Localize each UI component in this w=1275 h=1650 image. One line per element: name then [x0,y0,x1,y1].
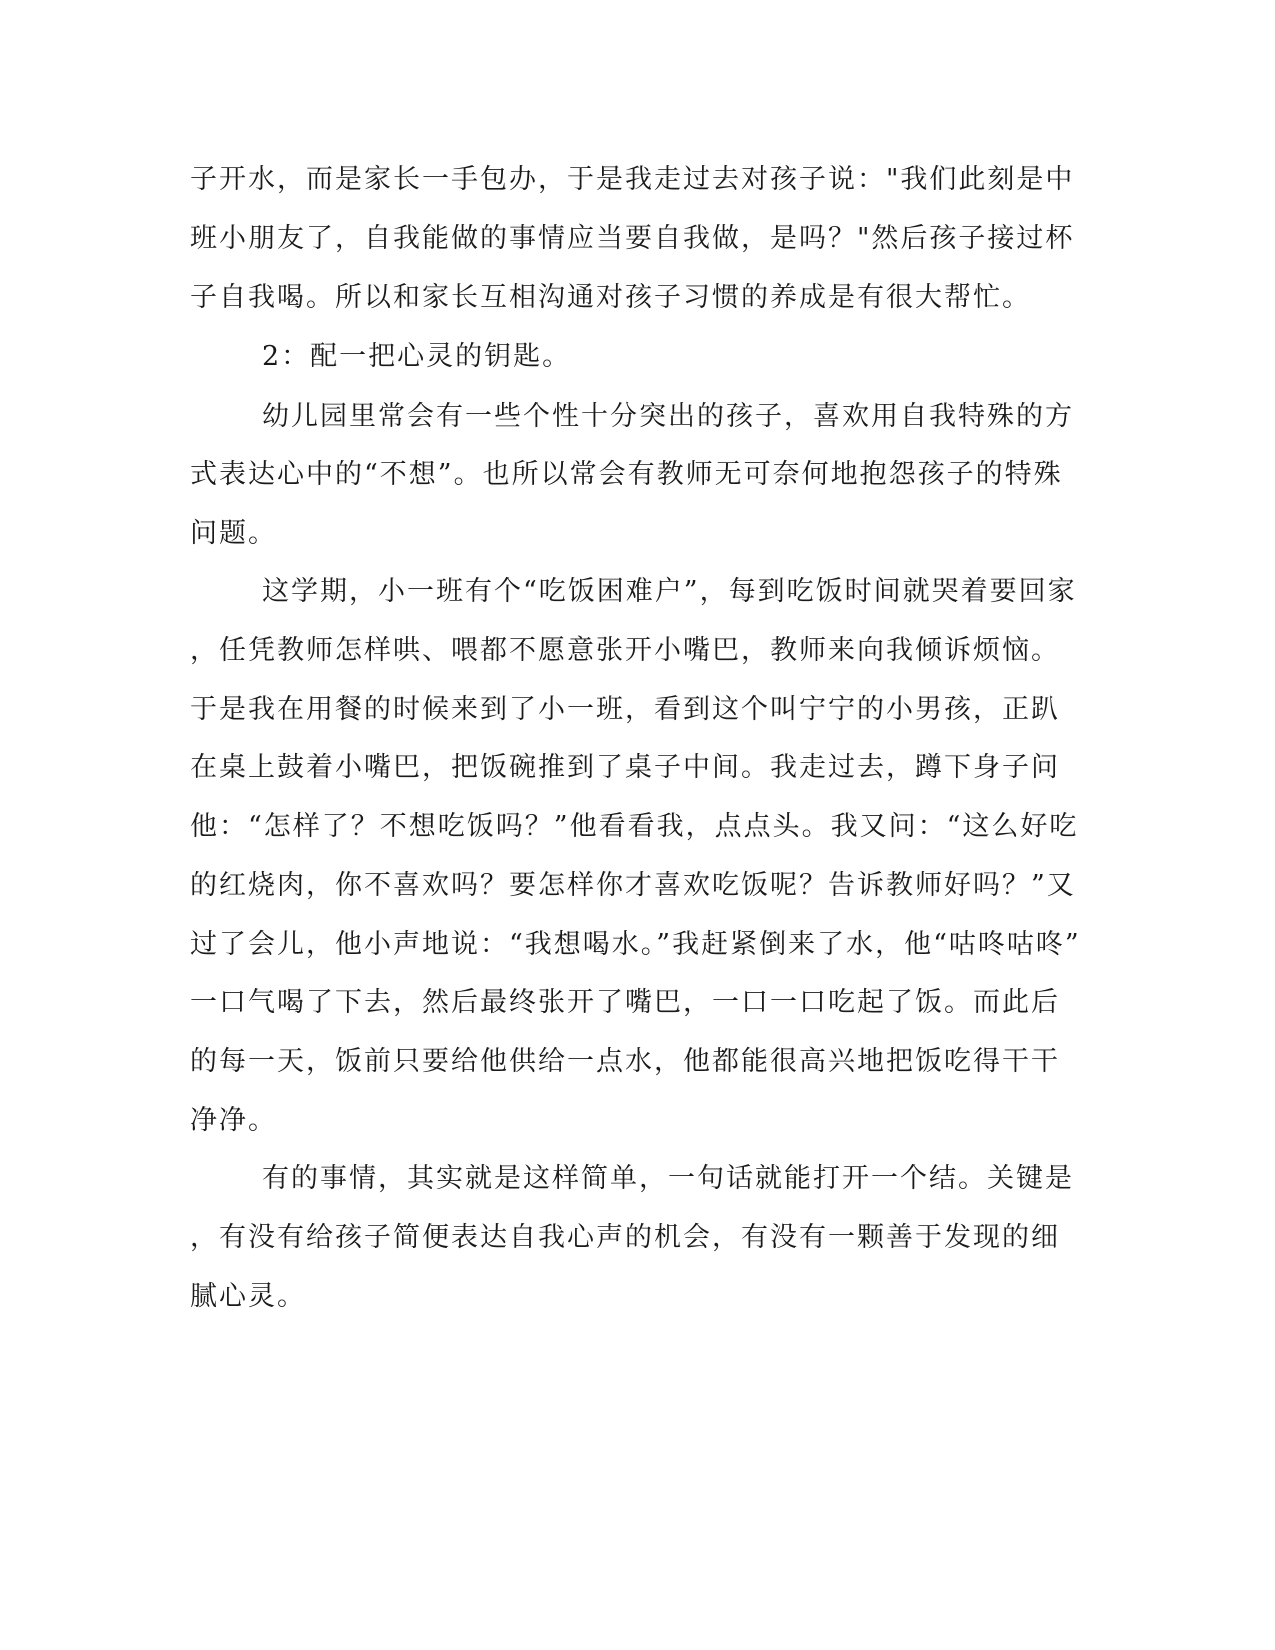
section-heading: 2：配一把心灵的钥匙。 [262,341,572,372]
text-line: 腻心灵。 [190,1281,306,1312]
text-line: 于是我在用餐的时候来到了小一班，看到这个叫宁宁的小男孩，正趴 [190,694,1060,725]
text-line: 班小朋友了，自我能做的事情应当要自我做，是吗？"然后孩子接过杯 [190,223,1075,254]
text-line: 子开水，而是家长一手包办，于是我走过去对孩子说："我们此刻是中 [190,164,1075,195]
text-line: 式表达心中的“不想”。也所以常会有教师无可奈何地抱怨孩子的特殊 [190,459,1063,490]
text-line: 过了会儿，他小声地说：“我想喝水。”我赶紧倒来了水，他“咕咚咕咚” [190,929,1081,960]
text-line: 幼儿园里常会有一些个性十分突出的孩子，喜欢用自我特殊的方 [262,401,1074,432]
text-line: 他：“怎样了？不想吃饭吗？”他看看我，点点头。我又问：“这么好吃 [190,811,1079,842]
text-line: 一口气喝了下去，然后最终张开了嘴巴，一口一口吃起了饭。而此后 [190,987,1060,1018]
text-line: ，有没有给孩子简便表达自我心声的机会，有没有一颗善于发现的细 [190,1222,1060,1253]
text-line: 有的事情，其实就是这样简单，一句话就能打开一个结。关键是 [262,1163,1074,1194]
text-line: 子自我喝。所以和家长互相沟通对孩子习惯的养成是有很大帮忙。 [190,282,1031,313]
text-line: 净净。 [190,1105,277,1136]
text-line: ，任凭教师怎样哄、喂都不愿意张开小嘴巴，教师来向我倾诉烦恼。 [190,635,1060,666]
text-line: 的每一天，饭前只要给他供给一点水，他都能很高兴地把饭吃得干干 [190,1046,1060,1077]
text-line: 的红烧肉，你不喜欢吗？要怎样你才喜欢吃饭呢？告诉教师好吗？”又 [190,870,1076,901]
text-line: 问题。 [190,518,277,549]
text-line: 在桌上鼓着小嘴巴，把饭碗推到了桌子中间。我走过去，蹲下身子问 [190,752,1060,783]
text-line: 这学期，小一班有个“吃饭困难户”，每到吃饭时间就哭着要回家 [262,576,1077,607]
